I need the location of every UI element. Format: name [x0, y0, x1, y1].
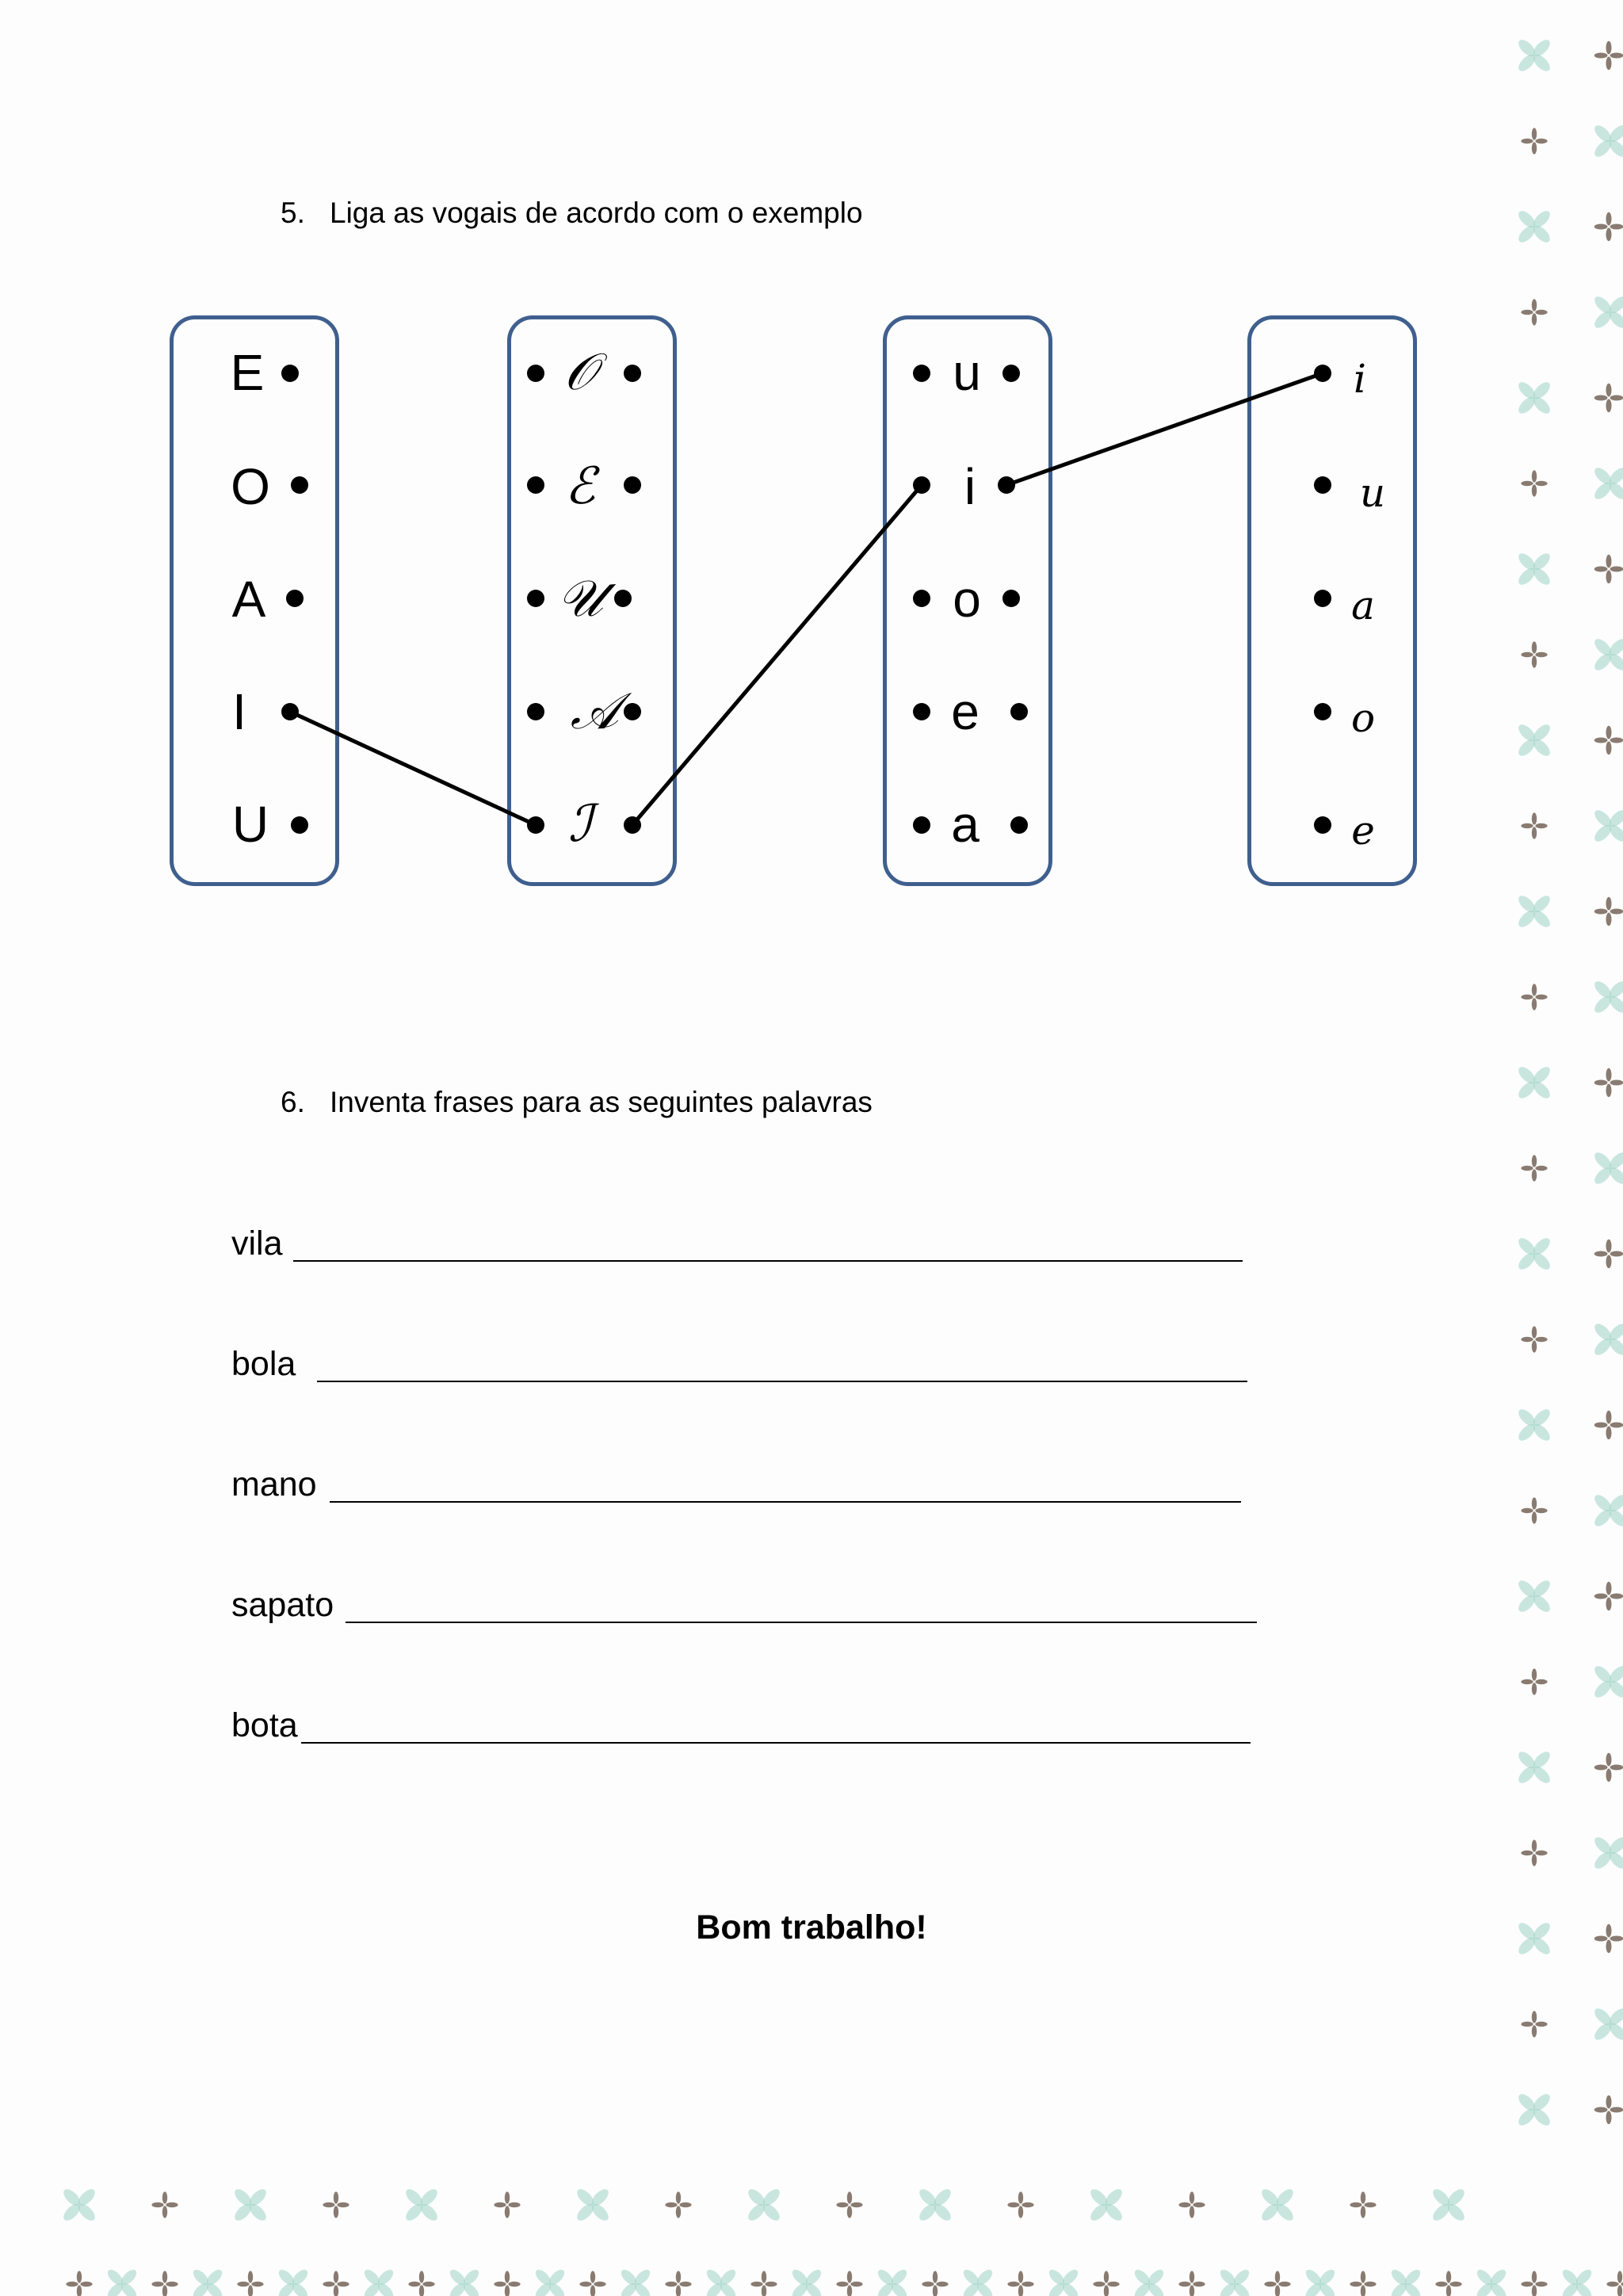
- leaf-ornament-icon: [1047, 2267, 1081, 2296]
- connection-dot[interactable]: [291, 816, 308, 834]
- vowel-letter: o: [953, 571, 981, 628]
- flower-ornament-icon: [151, 2271, 178, 2296]
- flower-ornament-icon: [151, 2191, 178, 2218]
- flower-ornament-icon: [237, 2271, 263, 2296]
- connection-dot[interactable]: [913, 476, 930, 494]
- connection-dot[interactable]: [281, 703, 299, 720]
- leaf-ornament-icon: [1592, 1492, 1623, 1530]
- prompt-word: vila: [231, 1224, 283, 1263]
- flower-ornament-icon: [579, 2271, 605, 2296]
- leaf-ornament-icon: [1592, 2006, 1623, 2043]
- vowel-letter: 𝒜: [570, 682, 619, 741]
- leaf-ornament-icon: [61, 2187, 98, 2224]
- leaf-ornament-icon: [1516, 2092, 1553, 2129]
- connection-dot[interactable]: [281, 365, 299, 382]
- connection-dot[interactable]: [614, 590, 632, 607]
- leaf-ornament-icon: [1516, 37, 1553, 74]
- flower-ornament-icon: [1007, 2191, 1033, 2218]
- decorative-border-bottom: [0, 2172, 1623, 2296]
- leaf-ornament-icon: [790, 2267, 824, 2296]
- flower-ornament-icon: [408, 2271, 434, 2296]
- flower-ornament-icon: [1521, 299, 1547, 325]
- writing-line[interactable]: [301, 1742, 1251, 1744]
- writing-line[interactable]: [293, 1260, 1243, 1262]
- leaf-ornament-icon: [1516, 380, 1553, 417]
- closing-message: Bom trabalho!: [696, 1908, 927, 1946]
- leaf-ornament-icon: [1516, 1920, 1553, 1958]
- flower-ornament-icon: [1594, 897, 1623, 926]
- connection-dot[interactable]: [624, 816, 641, 834]
- vowel-letter: I: [232, 683, 246, 740]
- decorative-border-right: [1506, 0, 1623, 2187]
- leaf-ornament-icon: [1516, 893, 1553, 930]
- flower-ornament-icon: [1521, 1326, 1547, 1352]
- flower-ornament-icon: [1521, 1155, 1547, 1181]
- flower-ornament-icon: [494, 2191, 520, 2218]
- leaf-ornament-icon: [1560, 2267, 1594, 2296]
- prompt-word: bola: [231, 1345, 296, 1383]
- flower-ornament-icon: [323, 2191, 349, 2218]
- connection-dot[interactable]: [1314, 816, 1331, 834]
- vowel-letter: u: [1359, 470, 1386, 516]
- leaf-ornament-icon: [1592, 1321, 1623, 1358]
- leaf-ornament-icon: [1475, 2267, 1509, 2296]
- flower-ornament-icon: [1007, 2271, 1033, 2296]
- flower-ornament-icon: [665, 2271, 691, 2296]
- leaf-ornament-icon: [1516, 1064, 1553, 1102]
- vowel-letter: i: [964, 458, 976, 515]
- flower-ornament-icon: [1521, 2271, 1547, 2296]
- vowel-letter: o: [1350, 695, 1376, 741]
- connection-dot[interactable]: [527, 476, 544, 494]
- flower-ornament-icon: [1093, 2271, 1119, 2296]
- vowel-letter: ℰ: [564, 457, 596, 516]
- flower-ornament-icon: [1594, 1753, 1623, 1782]
- leaf-ornament-icon: [1592, 465, 1623, 502]
- flower-ornament-icon: [1350, 2271, 1376, 2296]
- flower-ornament-icon: [1178, 2271, 1205, 2296]
- leaf-ornament-icon: [1516, 1578, 1553, 1615]
- exercise-instruction: Liga as vogais de acordo com o exemplo: [330, 197, 863, 229]
- flower-ornament-icon: [1521, 1839, 1547, 1866]
- vowel-letter: a: [951, 796, 980, 853]
- leaf-ornament-icon: [575, 2187, 612, 2224]
- writing-line[interactable]: [317, 1381, 1247, 1382]
- vowel-letter: U: [231, 796, 269, 853]
- vowel-letter: O: [231, 458, 270, 515]
- connection-dot[interactable]: [913, 703, 930, 720]
- flower-ornament-icon: [1594, 41, 1623, 71]
- writing-line[interactable]: [330, 1501, 1241, 1503]
- vowel-letter: E: [230, 344, 265, 401]
- leaf-ornament-icon: [1516, 208, 1553, 246]
- leaf-ornament-icon: [232, 2187, 269, 2224]
- leaf-ornament-icon: [1592, 1664, 1623, 1701]
- flower-ornament-icon: [1521, 1668, 1547, 1694]
- connection-dot[interactable]: [913, 590, 930, 607]
- vowel-letter: e: [1351, 808, 1375, 854]
- vowel-letter: A: [231, 571, 266, 628]
- connection-dot[interactable]: [1314, 365, 1331, 382]
- leaf-ornament-icon: [1592, 1150, 1623, 1187]
- leaf-ornament-icon: [105, 2267, 139, 2296]
- flower-ornament-icon: [1521, 1497, 1547, 1523]
- leaf-ornament-icon: [1389, 2267, 1423, 2296]
- exercise-number: 6.: [281, 1086, 305, 1118]
- vowel-letter: e: [951, 683, 980, 740]
- flower-ornament-icon: [1594, 384, 1623, 413]
- connection-dot[interactable]: [1002, 365, 1020, 382]
- connection-dot[interactable]: [913, 816, 930, 834]
- leaf-ornament-icon: [448, 2267, 482, 2296]
- leaf-ornament-icon: [876, 2267, 910, 2296]
- leaf-ornament-icon: [1218, 2267, 1252, 2296]
- flower-ornament-icon: [1594, 1924, 1623, 1954]
- leaf-ornament-icon: [403, 2187, 441, 2224]
- flower-ornament-icon: [1594, 1411, 1623, 1440]
- connection-dot[interactable]: [913, 365, 930, 382]
- flower-ornament-icon: [750, 2271, 777, 2296]
- exercise-instruction: Inventa frases para as seguintes palavras: [330, 1086, 873, 1118]
- flower-ornament-icon: [1521, 641, 1547, 667]
- vowel-letter: i: [1354, 356, 1366, 402]
- vowel-letter: 𝒰: [557, 570, 603, 628]
- vowel-letter: 𝒪: [563, 343, 597, 402]
- flower-ornament-icon: [323, 2271, 349, 2296]
- connection-dot[interactable]: [998, 476, 1015, 494]
- leaf-ornament-icon: [1259, 2187, 1296, 2224]
- prompt-word: sapato: [231, 1586, 334, 1624]
- connection-dot[interactable]: [624, 476, 641, 494]
- vowel-letter: a: [1351, 583, 1375, 628]
- flower-ornament-icon: [1606, 2271, 1623, 2296]
- flower-ornament-icon: [1521, 470, 1547, 496]
- leaf-ornament-icon: [1592, 636, 1623, 674]
- leaf-ornament-icon: [1516, 722, 1553, 759]
- flower-ornament-icon: [1594, 1240, 1623, 1269]
- connection-dot[interactable]: [624, 703, 641, 720]
- flower-ornament-icon: [1594, 1582, 1623, 1611]
- leaf-ornament-icon: [362, 2267, 396, 2296]
- flower-ornament-icon: [922, 2271, 948, 2296]
- connection-dot[interactable]: [286, 590, 304, 607]
- leaf-ornament-icon: [533, 2267, 567, 2296]
- leaf-ornament-icon: [277, 2267, 311, 2296]
- connection-dot[interactable]: [527, 590, 544, 607]
- leaf-ornament-icon: [1088, 2187, 1125, 2224]
- connection-dot[interactable]: [527, 703, 544, 720]
- flower-ornament-icon: [836, 2271, 862, 2296]
- leaf-ornament-icon: [917, 2187, 954, 2224]
- connection-dot[interactable]: [1314, 476, 1331, 494]
- flower-ornament-icon: [1350, 2191, 1376, 2218]
- prompt-word: mano: [231, 1465, 317, 1503]
- leaf-ornament-icon: [1592, 294, 1623, 331]
- leaf-ornament-icon: [1516, 1407, 1553, 1444]
- flower-ornament-icon: [494, 2271, 520, 2296]
- leaf-ornament-icon: [1592, 979, 1623, 1016]
- leaf-ornament-icon: [746, 2187, 783, 2224]
- exercise-number: 5.: [281, 197, 305, 229]
- leaf-ornament-icon: [1304, 2267, 1338, 2296]
- leaf-ornament-icon: [705, 2267, 739, 2296]
- connection-dot[interactable]: [1314, 703, 1331, 720]
- leaf-ornament-icon: [1592, 808, 1623, 845]
- vowel-letter: ℐ: [567, 795, 593, 854]
- leaf-ornament-icon: [1516, 1749, 1553, 1786]
- connection-dot[interactable]: [1010, 816, 1028, 834]
- flower-ornament-icon: [1594, 2095, 1623, 2125]
- flower-ornament-icon: [1594, 726, 1623, 755]
- leaf-ornament-icon: [191, 2267, 225, 2296]
- flower-ornament-icon: [665, 2191, 691, 2218]
- flower-ornament-icon: [1435, 2271, 1461, 2296]
- flower-ornament-icon: [836, 2191, 862, 2218]
- leaf-ornament-icon: [961, 2267, 995, 2296]
- connection-dot[interactable]: [527, 365, 544, 382]
- flower-ornament-icon: [1264, 2271, 1290, 2296]
- leaf-ornament-icon: [1592, 123, 1623, 160]
- flower-ornament-icon: [1521, 984, 1547, 1010]
- connection-dot[interactable]: [624, 365, 641, 382]
- flower-ornament-icon: [1178, 2191, 1205, 2218]
- flower-ornament-icon: [1594, 555, 1623, 584]
- writing-line[interactable]: [346, 1622, 1257, 1623]
- leaf-ornament-icon: [1430, 2187, 1468, 2224]
- leaf-ornament-icon: [1132, 2267, 1167, 2296]
- connection-dot[interactable]: [1314, 590, 1331, 607]
- leaf-ornament-icon: [619, 2267, 653, 2296]
- leaf-ornament-icon: [1516, 551, 1553, 588]
- flower-ornament-icon: [1521, 128, 1547, 154]
- connection-dot[interactable]: [1010, 703, 1028, 720]
- flower-ornament-icon: [66, 2271, 92, 2296]
- flower-ornament-icon: [1521, 2011, 1547, 2037]
- vowel-letter: u: [953, 344, 981, 401]
- connection-dot[interactable]: [1002, 590, 1020, 607]
- connection-dot[interactable]: [291, 476, 308, 494]
- flower-ornament-icon: [1521, 812, 1547, 839]
- leaf-ornament-icon: [1516, 1236, 1553, 1273]
- prompt-word: bota: [231, 1706, 298, 1744]
- flower-ornament-icon: [1594, 212, 1623, 242]
- leaf-ornament-icon: [1592, 1835, 1623, 1872]
- flower-ornament-icon: [1594, 1068, 1623, 1098]
- connection-dot[interactable]: [527, 816, 544, 834]
